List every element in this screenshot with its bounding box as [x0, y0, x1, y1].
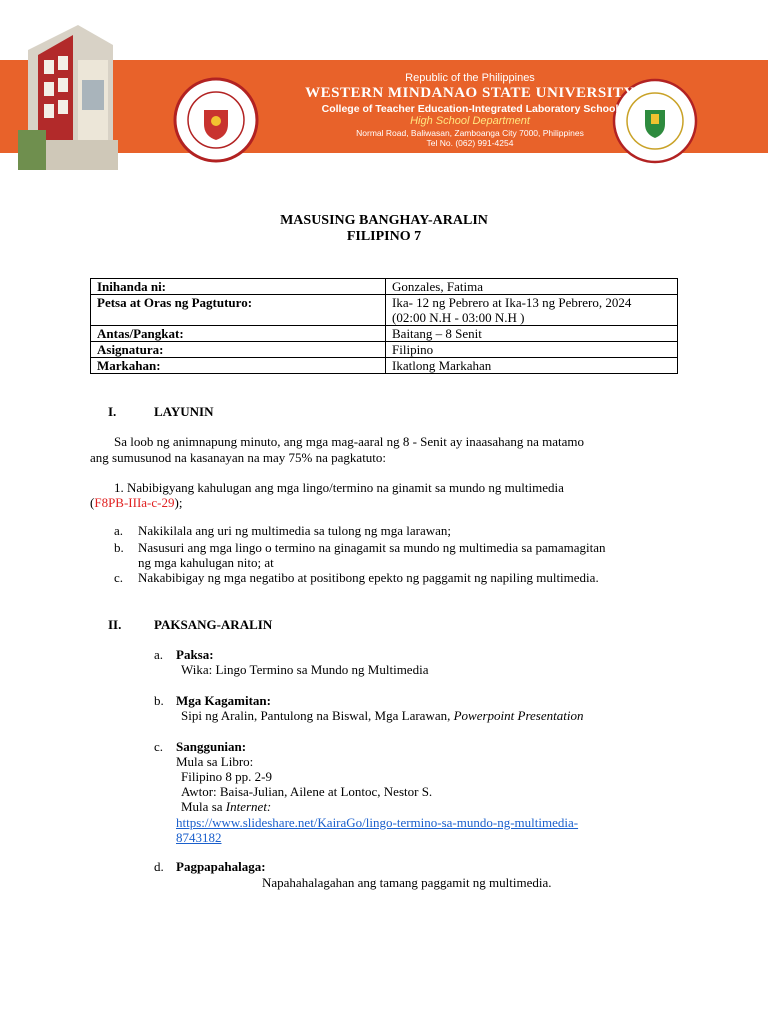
- document-title: MASUSING BANGHAY-ARALIN: [280, 213, 488, 228]
- paksa-title: Paksa:: [176, 647, 214, 662]
- info-value: Filipino: [386, 342, 678, 358]
- section-2-number: II.: [108, 617, 122, 632]
- republic-label: Republic of the Philippines: [405, 72, 535, 84]
- pagpapahalaga-text: Napahahalagahan ang tamang paggamit ng multimedia.: [262, 875, 552, 890]
- sanggunian-internet-label: Mula sa: [181, 799, 223, 814]
- info-table: [90, 278, 678, 374]
- info-value-line: Ika- 12 ng Pebrero at Ika-13 ng Pebrero, 2024: [392, 295, 632, 310]
- code-open: (: [90, 495, 95, 510]
- sanggunian-line: [181, 799, 271, 815]
- sanggunian-line: Awtor: Baisa-Julian, Ailene at Lontoc, Nestor S.: [181, 784, 433, 799]
- info-value: [386, 295, 678, 326]
- section-2-title: PAKSANG-ARALIN: [154, 617, 273, 632]
- telephone: Tel No. (062) 991-4254: [426, 138, 514, 149]
- document-subtitle: FILIPINO 7: [346, 229, 422, 244]
- college-name: College of Teacher Education-Integrated Laboratory School: [321, 102, 619, 115]
- sanggunian-internet-italic: Internet:: [225, 799, 272, 814]
- objective-b-letter: b.: [114, 540, 124, 555]
- table-row: [91, 358, 678, 374]
- objective-b-text-cont: ng mga kahulugan nito; at: [138, 555, 274, 570]
- objective-a-text: Nakikilala ang uri ng multimedia sa tulong ng mga larawan;: [138, 523, 452, 538]
- section-1-number: I.: [108, 404, 117, 419]
- info-label: Petsa at Oras ng Pagtuturo:: [91, 295, 386, 326]
- info-label: Antas/Pangkat:: [91, 326, 386, 342]
- university-name: WESTERN MINDANAO STATE UNIVERSITY: [305, 84, 635, 101]
- kagamitan-list: Sipi ng Aralin, Pantulong na Biswal, Mga Larawan,: [181, 708, 451, 723]
- sanggunian-title: Sanggunian:: [176, 739, 247, 754]
- item-d-letter: d.: [154, 859, 164, 874]
- item-a-letter: a.: [154, 647, 164, 662]
- objective-c-letter: c.: [114, 570, 124, 585]
- competency-code: F8PB-IIIa-c-29: [94, 495, 175, 510]
- table-row: [91, 295, 678, 326]
- address: Normal Road, Baliwasan, Zamboanga City 7000, Philippines: [356, 128, 584, 138]
- info-value: Baitang – 8 Senit: [386, 326, 678, 342]
- item-b-letter: b.: [154, 693, 164, 708]
- objective-c-text: Nakabibigay ng mga negatibo at positibong epekto ng paggamit ng napiling multimedia.: [138, 570, 599, 585]
- sanggunian-line: Mula sa Libro:: [176, 754, 254, 769]
- table-row: [91, 342, 678, 358]
- paksa-text: Wika: Lingo Termino sa Mundo ng Multimedia: [181, 662, 429, 677]
- info-label: Inihanda ni:: [91, 279, 386, 295]
- objective-a-letter: a.: [114, 523, 124, 538]
- table-row: [91, 326, 678, 342]
- section-1-intro: Sa loob ng animnapung minuto, ang mga mag-aaral ng 8 - Senit ay inaasahang na matamo: [114, 434, 585, 449]
- sanggunian-line: Filipino 8 pp. 2-9: [181, 769, 273, 784]
- competency-code-line: [90, 495, 182, 511]
- info-value: Ikatlong Markahan: [386, 358, 678, 374]
- pagpapahalaga-title: Pagpapahalaga:: [176, 859, 266, 874]
- kagamitan-italic: Powerpoint Presentation: [453, 708, 584, 723]
- school-building-image: [18, 20, 188, 170]
- section-1-intro-cont: ang sumusunod na kasanayan na may 75% na pagkatuto:: [90, 450, 387, 465]
- info-label: Asignatura:: [91, 342, 386, 358]
- kagamitan-text: [181, 708, 583, 724]
- reference-link-cont[interactable]: 8743182: [176, 830, 222, 845]
- header-text: [250, 72, 690, 148]
- item-c-letter: c.: [154, 739, 164, 754]
- section-1-title: LAYUNIN: [154, 404, 214, 419]
- university-seal-left: [173, 77, 259, 163]
- info-value-line: (02:00 N.H - 03:00 N.H ): [392, 310, 525, 325]
- info-value: Gonzales, Fatima: [386, 279, 678, 295]
- info-label: Markahan:: [91, 358, 386, 374]
- table-row: [91, 279, 678, 295]
- code-close: );: [174, 495, 183, 510]
- objective-b-text: Nasusuri ang mga lingo o termino na ginagamit sa mundo ng multimedia sa pamamagitan: [138, 540, 606, 555]
- department-name: High School Department: [410, 115, 530, 128]
- objective-main: 1. Nabibigyang kahulugan ang mga lingo/termino na ginamit sa mundo ng multimedia: [114, 480, 564, 495]
- reference-link[interactable]: https://www.slideshare.net/KairaGo/lingo-termino-sa-mundo-ng-multimedia-: [176, 815, 579, 830]
- kagamitan-title: Mga Kagamitan:: [176, 693, 271, 708]
